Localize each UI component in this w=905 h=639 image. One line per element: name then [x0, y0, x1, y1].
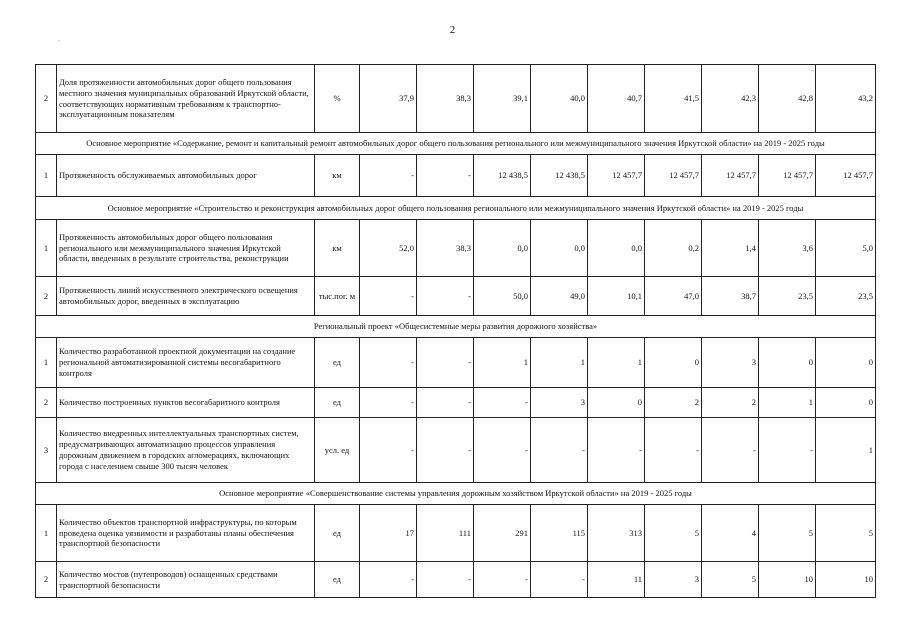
row-number: 2 [36, 65, 57, 133]
value-cell: - [360, 388, 417, 418]
value-cell: - [588, 418, 645, 483]
indicator-name: Протяженность обслуживаемых автомобильных дорог [57, 155, 315, 197]
value-cell: 10,1 [588, 277, 645, 316]
value-cell: - [417, 418, 474, 483]
row-number: 1 [36, 338, 57, 388]
value-cell: 12 457,7 [702, 155, 759, 197]
value-cell: 40,0 [531, 65, 588, 133]
value-cell: 52,0 [360, 220, 417, 277]
section-row [36, 483, 876, 505]
value-cell: 291 [474, 505, 531, 562]
section-row [36, 316, 876, 338]
indicator-name: Доля протяженности автомобильных дорог общего пользования местного значения муниципальных образований Иркутской области, соответствующих нормативным требованиям к транспортно-эксплуатационным показателям [57, 65, 315, 133]
unit-cell: ед [315, 562, 360, 598]
row-number: 1 [36, 505, 57, 562]
indicator-name: Количество объектов транспортной инфраструктуры, по которым проведена оценка уязвимости и разработаны планы обеспечения транспортной безопасности [57, 505, 315, 562]
value-cell: 40,7 [588, 65, 645, 133]
value-cell: 47,0 [645, 277, 702, 316]
value-cell: - [474, 388, 531, 418]
value-cell: - [531, 562, 588, 598]
indicator-name: Протяженность линий искусственного электрического освещения автомобильных дорог, введенных в эксплуатацию [57, 277, 315, 316]
value-cell: 12 457,7 [816, 155, 876, 197]
value-cell: 50,0 [474, 277, 531, 316]
value-cell: 0 [588, 388, 645, 418]
value-cell: 10 [759, 562, 816, 598]
row-number: 1 [36, 220, 57, 277]
value-cell: 1 [531, 338, 588, 388]
value-cell: 38,3 [417, 220, 474, 277]
table-body [36, 65, 876, 598]
table-row [36, 562, 876, 598]
value-cell: - [417, 562, 474, 598]
value-cell: - [531, 418, 588, 483]
value-cell: 10 [816, 562, 876, 598]
value-cell: 0 [816, 338, 876, 388]
value-cell: 3,6 [759, 220, 816, 277]
value-cell: 0 [816, 388, 876, 418]
row-number: 2 [36, 277, 57, 316]
value-cell: - [645, 418, 702, 483]
value-cell: 313 [588, 505, 645, 562]
value-cell: 0 [645, 338, 702, 388]
section-row [36, 197, 876, 220]
table-row [36, 220, 876, 277]
value-cell: 1 [474, 338, 531, 388]
value-cell: 23,5 [759, 277, 816, 316]
value-cell: 39,1 [474, 65, 531, 133]
section-heading: Основное мероприятие «Совершенствование системы управления дорожным хозяйством Иркутской области» на 2019 - 2025 годы [36, 483, 876, 505]
value-cell: - [474, 562, 531, 598]
value-cell: 0,0 [531, 220, 588, 277]
value-cell: - [474, 418, 531, 483]
value-cell: 12 457,7 [759, 155, 816, 197]
table-row [36, 65, 876, 133]
indicator-name: Протяженность автомобильных дорог общего пользования регионального или межмуниципального значения Иркутской области, введенных в результате строительства, реконструкции [57, 220, 315, 277]
value-cell: 49,0 [531, 277, 588, 316]
value-cell: 42,3 [702, 65, 759, 133]
value-cell: 3 [702, 338, 759, 388]
value-cell: 0,0 [588, 220, 645, 277]
unit-cell: ед [315, 388, 360, 418]
value-cell: - [759, 418, 816, 483]
section-heading: Основное мероприятие «Содержание, ремонт и капитальный ремонт автомобильных дорог общего пользования регионального или межмуниципального значения Иркутской области» на 2019 - 2025 годы [36, 133, 876, 155]
value-cell: 12 457,7 [588, 155, 645, 197]
table-row [36, 277, 876, 316]
section-row [36, 133, 876, 155]
value-cell: 0,0 [474, 220, 531, 277]
value-cell: 12 438,5 [474, 155, 531, 197]
value-cell: 1,4 [702, 220, 759, 277]
unit-cell: км [315, 220, 360, 277]
value-cell: 5 [702, 562, 759, 598]
unit-cell: % [315, 65, 360, 133]
section-heading: Основное мероприятие «Строительство и реконструкция автомобильных дорог общего пользования регионального или межмуниципального значения Иркутской области» на 2019 - 2025 годы [36, 197, 876, 220]
value-cell: 5 [816, 505, 876, 562]
scan-dot: . [58, 34, 60, 43]
value-cell: - [360, 338, 417, 388]
value-cell: - [417, 388, 474, 418]
value-cell: 1 [588, 338, 645, 388]
value-cell: 5,0 [816, 220, 876, 277]
value-cell: 38,3 [417, 65, 474, 133]
indicators-table [35, 64, 876, 598]
value-cell: - [360, 418, 417, 483]
value-cell: 37,9 [360, 65, 417, 133]
value-cell: - [360, 277, 417, 316]
value-cell: 4 [702, 505, 759, 562]
value-cell: 1 [759, 388, 816, 418]
indicator-name: Количество внедренных интеллектуальных транспортных систем, предусматривающих автоматизацию процессов управления дорожным движением в городских агломерациях, включающих города с населением свыше 300 тысяч человек [57, 418, 315, 483]
table-row [36, 418, 876, 483]
side-mark: - [811, 66, 814, 75]
value-cell: 1 [816, 418, 876, 483]
table-row [36, 338, 876, 388]
value-cell: 17 [360, 505, 417, 562]
value-cell: 0 [759, 338, 816, 388]
value-cell: - [360, 155, 417, 197]
indicator-name: Количество разработанной проектной документации на создание региональной автоматизированной системы весогабаритного контроля [57, 338, 315, 388]
table-row [36, 388, 876, 418]
indicator-name: Количество мостов (путепроводов) оснащенных средствами транспортной безопасности [57, 562, 315, 598]
value-cell: - [360, 562, 417, 598]
value-cell: 38,7 [702, 277, 759, 316]
value-cell: - [417, 277, 474, 316]
value-cell: 2 [645, 388, 702, 418]
value-cell: 41,5 [645, 65, 702, 133]
table-row [36, 155, 876, 197]
value-cell: 2 [702, 388, 759, 418]
unit-cell: км [315, 155, 360, 197]
value-cell: 111 [417, 505, 474, 562]
unit-cell: ед [315, 338, 360, 388]
value-cell: - [417, 338, 474, 388]
value-cell: 43,2 [816, 65, 876, 133]
value-cell: - [702, 418, 759, 483]
table-row [36, 505, 876, 562]
value-cell: 12 457,7 [645, 155, 702, 197]
unit-cell: усл. ед [315, 418, 360, 483]
value-cell: 5 [759, 505, 816, 562]
value-cell: 12 438,5 [531, 155, 588, 197]
value-cell: 42,8 [759, 65, 816, 133]
row-number: 2 [36, 388, 57, 418]
section-heading: Региональный проект «Общесистемные меры развития дорожного хозяйства» [36, 316, 876, 338]
value-cell: 115 [531, 505, 588, 562]
row-number: 2 [36, 562, 57, 598]
value-cell: 0,2 [645, 220, 702, 277]
row-number: 3 [36, 418, 57, 483]
page-number: 2 [449, 24, 456, 36]
value-cell: 3 [645, 562, 702, 598]
value-cell: 5 [645, 505, 702, 562]
indicator-name: Количество построенных пунктов весогабаритного контроля [57, 388, 315, 418]
row-number: 1 [36, 155, 57, 197]
value-cell: 11 [588, 562, 645, 598]
value-cell: - [417, 155, 474, 197]
value-cell: 23,5 [816, 277, 876, 316]
unit-cell: тыс.пог. м [315, 277, 360, 316]
unit-cell: ед [315, 505, 360, 562]
value-cell: 3 [531, 388, 588, 418]
